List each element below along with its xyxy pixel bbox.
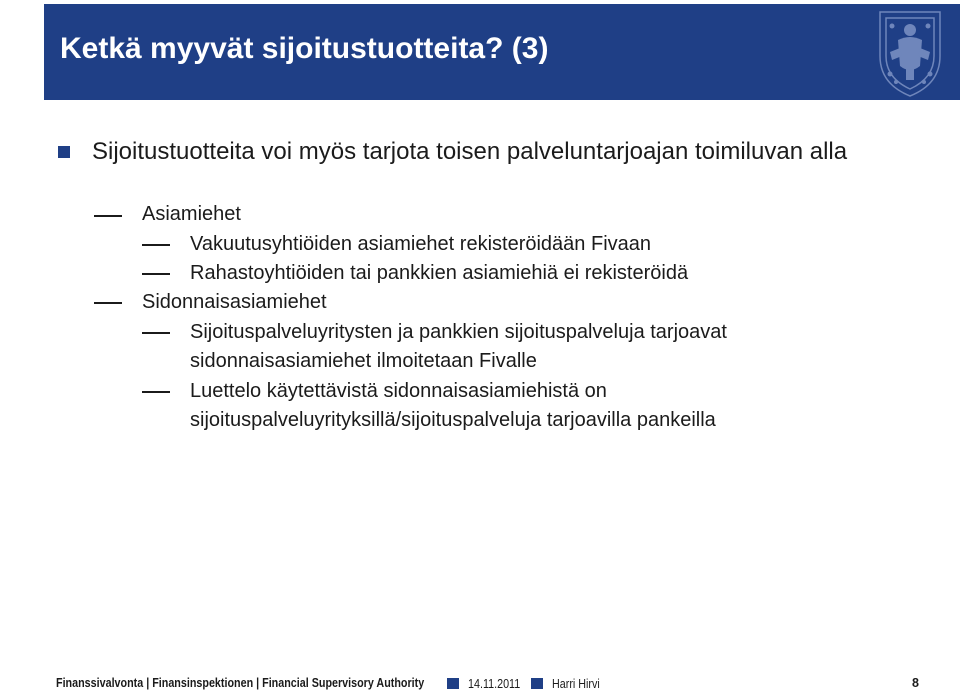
dash-bullet-icon: [142, 273, 170, 275]
sub-heading-asiamiehet: Asiamiehet: [142, 203, 241, 225]
slide-title: Ketkä myyvät sijoitustuotteita? (3): [60, 32, 549, 65]
list-item: Vakuutusyhtiöiden asiamiehet rekisteröidään Fivaan: [190, 233, 652, 255]
dash-bullet-icon: [94, 302, 122, 304]
footer-date: 14.11.2011: [468, 677, 521, 691]
dash-bullet-icon: [142, 391, 170, 393]
list-item: Sijoituspalveluyritysten ja pankkien sijoituspalveluja tarjoavat sidonnaisasiamiehet ilmoitetaan Fivalle: [190, 321, 727, 372]
square-bullet-icon: [531, 678, 543, 689]
dash-bullet-icon: [142, 244, 170, 246]
sub-heading-sidonnaisasiamiehet: Sidonnaisasiamiehet: [142, 291, 327, 313]
dash-bullet-icon: [94, 215, 122, 217]
list-item: Luettelo käytettävistä sidonnaisasiamiehistä on sijoituspalveluyrityksillä/sijoituspalveluja tarjoavilla pankeilla: [190, 380, 716, 431]
slide-footer: [0, 670, 960, 699]
square-bullet-icon: [58, 146, 70, 158]
footer-organization: Finanssivalvonta | Finansinspektionen | Financial Supervisory Authority: [56, 676, 425, 690]
main-bullet-text: Sijoitustuotteita voi myös tarjota toisen palveluntarjoajan toimiluvan alla: [92, 138, 848, 165]
dash-bullet-icon: [142, 332, 170, 334]
list-item: Rahastoyhtiöiden tai pankkien asiamiehiä ei rekisteröidä: [190, 262, 689, 284]
square-bullet-icon: [447, 678, 459, 689]
page-number: 8: [912, 676, 919, 690]
footer-author: Harri Hirvi: [552, 677, 600, 691]
